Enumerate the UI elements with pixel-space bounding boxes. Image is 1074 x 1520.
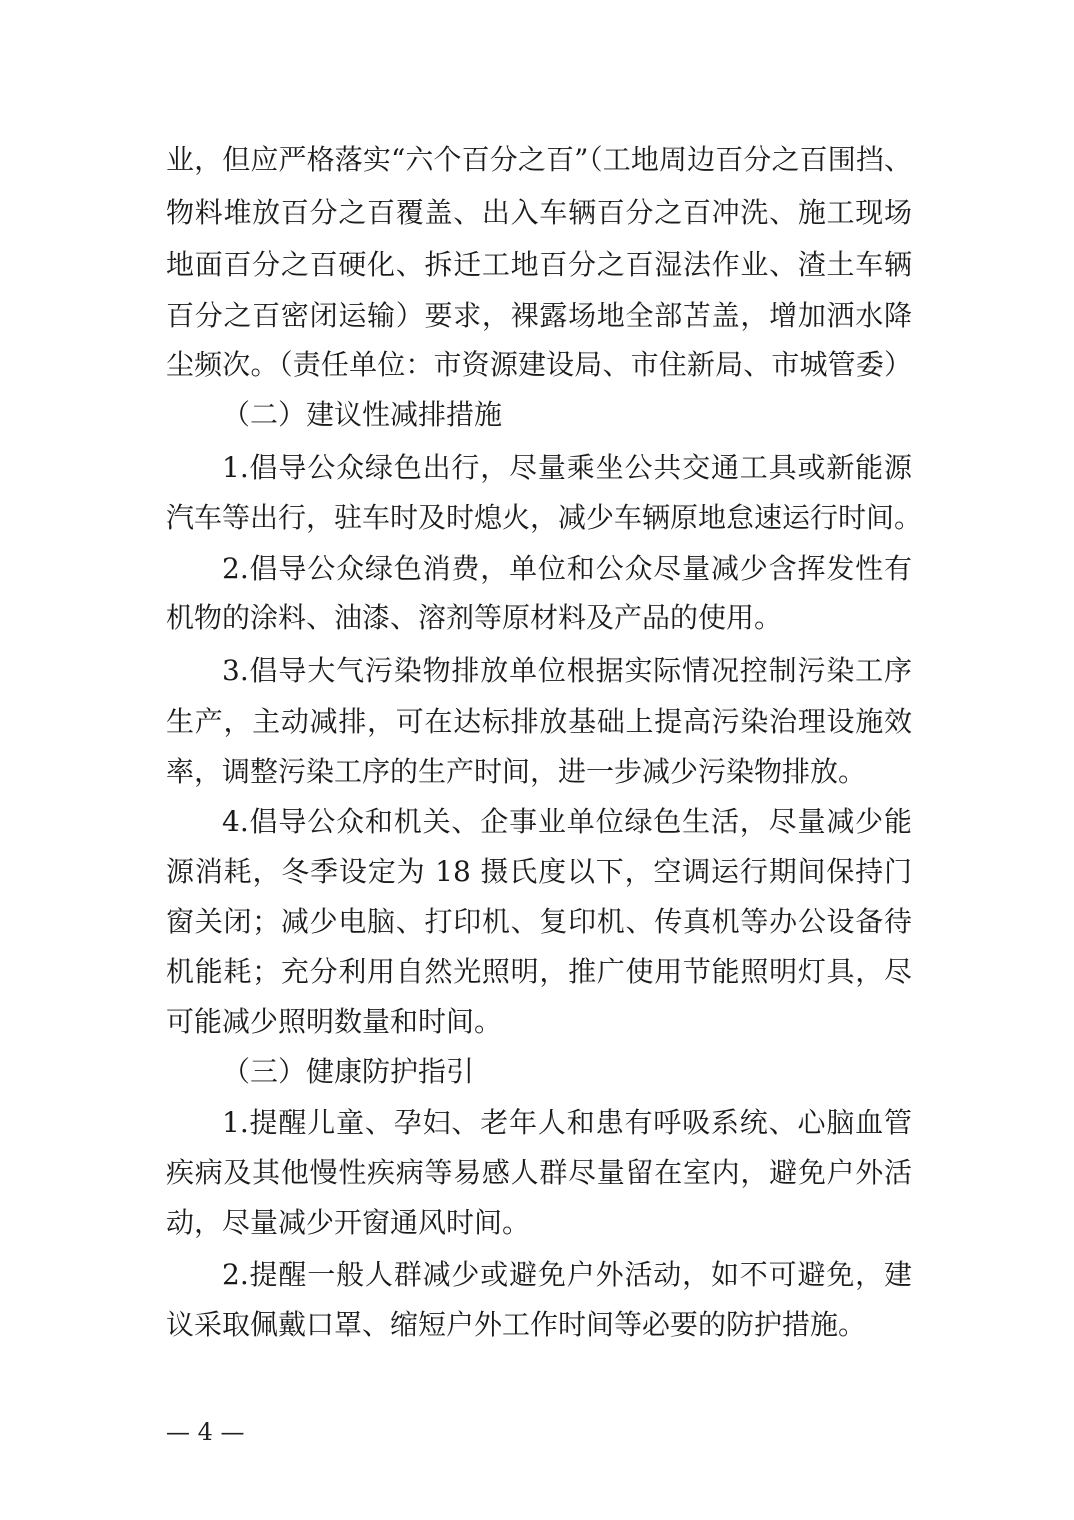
text-line: 尘频次。（责任单位：市资源建设局、市住新局、市城管委） — [166, 348, 912, 381]
text-line: 率，调整污染工序的生产时间，进一步减少污染物排放。 — [166, 755, 867, 788]
text-line: 生产，主动减排，可在达标排放基础上提高污染治理设施效 — [166, 705, 912, 738]
section-heading-3: （三）健康防护指引 — [222, 1055, 475, 1088]
text-line: 4.倡导公众和机关、企事业单位绿色生活，尽量减少能 — [222, 805, 912, 838]
text-line: 机物的涂料、油漆、溶剂等原材料及产品的使用。 — [166, 601, 783, 634]
section-heading-2: （二）建议性减排措施 — [222, 398, 503, 431]
text-line: 疾病及其他慢性疾病等易感人群尽量留在室内，避免户外活 — [166, 1156, 912, 1189]
text-line: 业，但应严格落实“六个百分之百”（工地周边百分之百围挡、 — [166, 143, 912, 176]
text-line: 窗关闭；减少电脑、打印机、复印机、传真机等办公设备待 — [166, 905, 912, 938]
page-number: — 4 — — [166, 1418, 245, 1446]
text-line: 3.倡导大气污染物排放单位根据实际情况控制污染工序 — [222, 654, 912, 687]
text-line: 1.提醒儿童、孕妇、老年人和患有呼吸系统、心脑血管 — [222, 1106, 912, 1139]
text-line: 百分之百密闭运输）要求，裸露场地全部苫盖，增加洒水降 — [166, 299, 912, 332]
text-line: 地面百分之百硬化、拆迁工地百分之百湿法作业、渣土车辆 — [166, 248, 912, 281]
text-line: 动，尽量减少开窗通风时间。 — [166, 1206, 531, 1239]
text-line: 源消耗，冬季设定为 18 摄氏度以下，空调运行期间保持门 — [166, 855, 912, 888]
text-line: 1.倡导公众绿色出行，尽量乘坐公共交通工具或新能源 — [222, 451, 912, 484]
text-line: 2.倡导公众绿色消费，单位和公众尽量减少含挥发性有 — [222, 552, 912, 585]
text-line: 汽车等出行，驻车时及时熄火，减少车辆原地怠速运行时间。 — [166, 501, 923, 534]
text-line: 议采取佩戴口罩、缩短户外工作时间等必要的防护措施。 — [166, 1308, 867, 1341]
text-line: 可能减少照明数量和时间。 — [166, 1005, 503, 1038]
text-line: 2.提醒一般人群减少或避免户外活动，如不可避免，建 — [222, 1258, 912, 1291]
text-line: 物料堆放百分之百覆盖、出入车辆百分之百冲洗、施工现场 — [166, 196, 912, 229]
text-line: 机能耗；充分利用自然光照明，推广使用节能照明灯具，尽 — [166, 955, 912, 988]
